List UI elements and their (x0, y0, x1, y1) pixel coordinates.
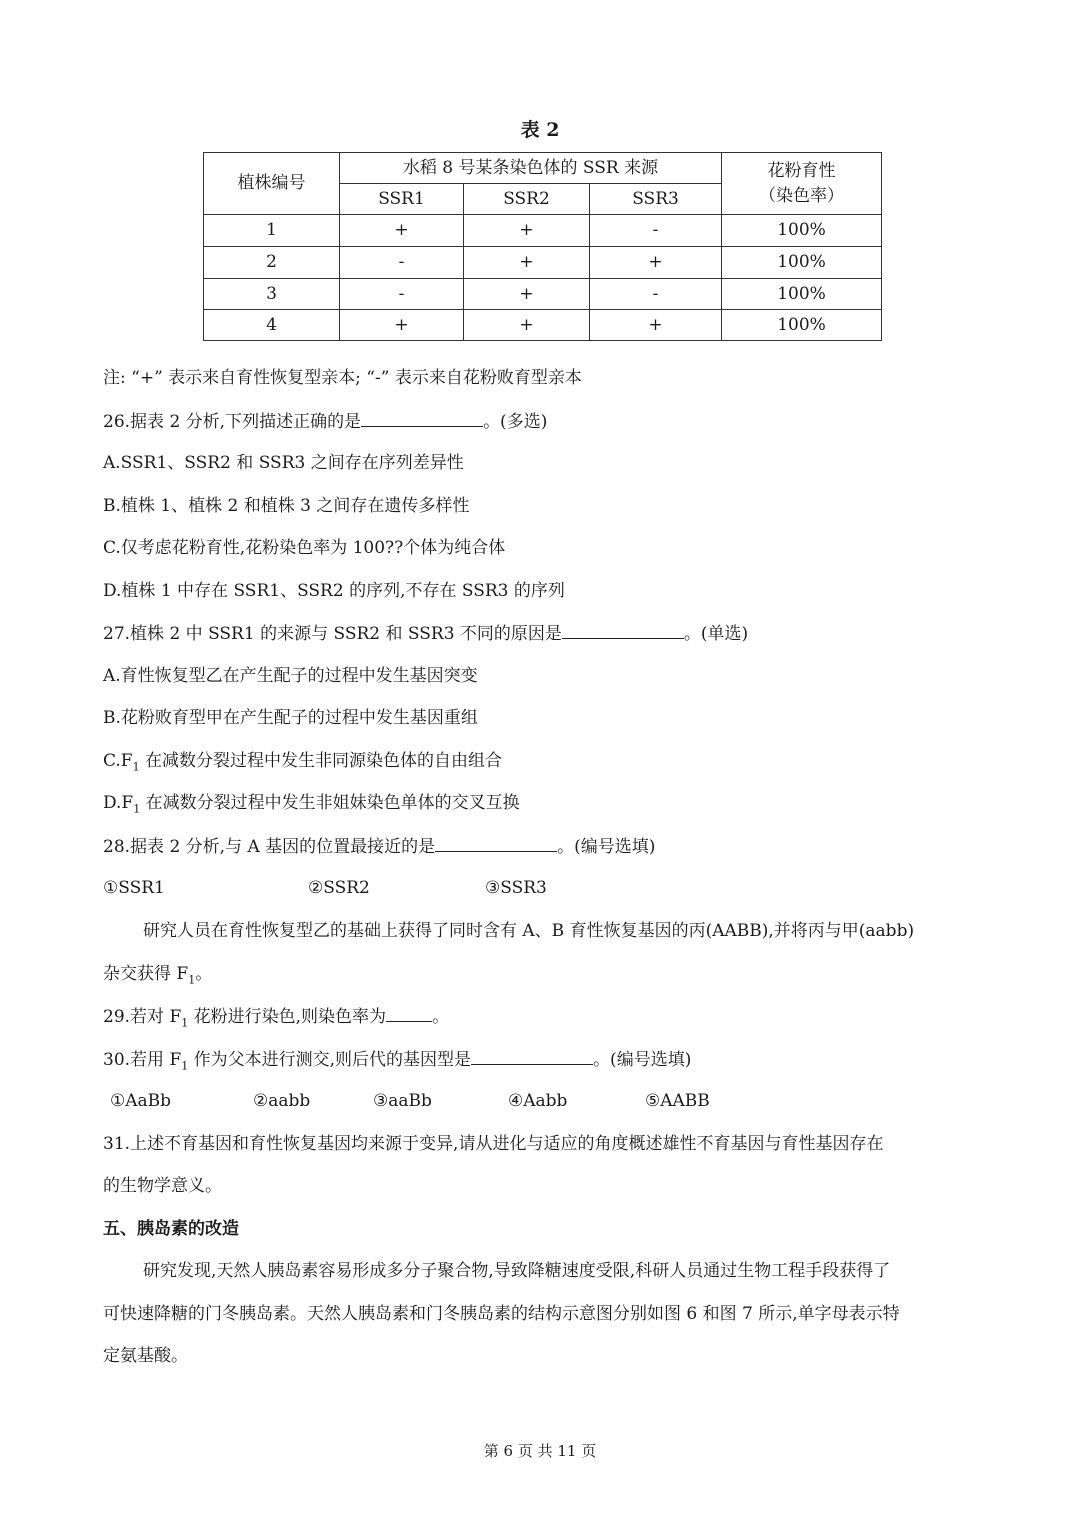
cell-id: 4 (204, 310, 340, 341)
question-29 (103, 1005, 449, 1034)
section-5-title: 五、胰岛素的改造 (103, 1219, 239, 1239)
question-26-stem (103, 410, 547, 433)
page-footer: 第 6 页 共 11 页 (483, 1442, 597, 1460)
para1-line2 (103, 963, 212, 991)
answer-blank-28[interactable] (435, 835, 557, 852)
answer-blank-27[interactable] (562, 622, 684, 639)
q30-choice-1: ①AaBb (110, 1091, 172, 1111)
para1-line1: 研究人员在育性恢复型乙的基础上获得了同时含有 A、B 育性恢复基因的丙(AABB),并将丙与甲(aabb) (143, 921, 915, 941)
q27-d-post: 在减数分裂过程中发生非姐妹染色单体的交叉互换 (140, 793, 520, 813)
q26-option-b: B.植株 1、植株 2 和植株 3 之间存在遗传多样性 (103, 496, 470, 516)
cell-ssr2: + (464, 247, 590, 279)
q31-line1: 31.上述不育基因和育性恢复基因均来源于变异,请从进化与适应的角度概述雄性不育基因与育性基因存在 (103, 1134, 884, 1154)
q27-d-pre: D.F (103, 793, 134, 813)
header-fertility-line2: （染色率） (759, 185, 845, 206)
cell-ssr2: + (464, 310, 590, 341)
answer-blank-26[interactable] (361, 410, 483, 427)
cell-id: 2 (204, 247, 340, 279)
q30-sub: 1 (181, 1059, 189, 1073)
table-caption: 表 2 (520, 119, 560, 141)
q28-stem-suffix: 。(编号选填) (557, 837, 656, 857)
answer-blank-29[interactable] (386, 1005, 432, 1022)
q31-line2: 的生物学意义。 (103, 1176, 222, 1196)
cell-ssr2: + (464, 279, 590, 310)
header-fertility-line1: 花粉育性 (767, 161, 836, 182)
q27-option-b: B.花粉败育型甲在产生配子的过程中发生基因重组 (103, 708, 478, 728)
para1-line2-post: 。 (195, 964, 213, 984)
para1-line2-pre: 杂交获得 F (103, 964, 189, 984)
q28-choice-3: ③SSR3 (485, 878, 547, 898)
q27-stem-text: 27.植株 2 中 SSR1 的来源与 SSR2 和 SSR3 不同的原因是 (103, 624, 562, 644)
cell-id: 3 (204, 279, 340, 310)
q30-choice-3: ③aaBb (373, 1091, 432, 1111)
q27-option-a: A.育性恢复型乙在产生配子的过程中发生基因突变 (103, 666, 478, 686)
q30-pre: 30.若用 F (103, 1050, 182, 1070)
cell-ssr1: + (340, 215, 464, 247)
q29-pre: 29.若对 F (103, 1007, 182, 1027)
header-ssr1: SSR1 (340, 184, 464, 215)
question-28-stem (103, 835, 655, 858)
cell-ssr3: - (590, 215, 722, 247)
q26-stem-text: 26.据表 2 分析,下列描述正确的是 (103, 412, 362, 432)
q29-sub: 1 (181, 1016, 189, 1030)
q26-stem-suffix: 。(多选) (483, 412, 548, 432)
question-27-stem (103, 622, 748, 645)
q27-d-sub: 1 (133, 802, 141, 816)
cell-rate: 100% (722, 310, 882, 341)
q29-mid: 花粉进行染色,则染色率为 (188, 1007, 387, 1027)
cell-id: 1 (204, 215, 340, 247)
section5-line2: 可快速降糖的门冬胰岛素。天然人胰岛素和门冬胰岛素的结构示意图分别如图 6 和图 7 所示,单字母表示特 (103, 1304, 900, 1324)
table-row (204, 247, 882, 279)
q27-c-post: 在减数分裂过程中发生非同源染色体的自由组合 (139, 751, 503, 771)
q27-option-c (103, 750, 502, 778)
q30-post: 。(编号选填) (593, 1050, 692, 1070)
cell-ssr3: + (590, 310, 722, 341)
cell-ssr3: - (590, 279, 722, 310)
cell-ssr1: - (340, 279, 464, 310)
q28-choice-1: ①SSR1 (103, 878, 165, 898)
q30-choice-2: ②aabb (253, 1091, 311, 1111)
header-ssr2: SSR2 (464, 184, 590, 215)
answer-blank-30[interactable] (471, 1048, 593, 1065)
cell-rate: 100% (722, 215, 882, 247)
cell-rate: 100% (722, 247, 882, 279)
para1-line2-sub: 1 (188, 973, 196, 987)
table-row (204, 279, 882, 310)
cell-ssr1: + (340, 310, 464, 341)
q27-option-d (103, 792, 520, 820)
cell-ssr1: - (340, 247, 464, 279)
q28-stem-text: 28.据表 2 分析,与 A 基因的位置最接近的是 (103, 837, 436, 857)
ssr-table (203, 152, 882, 341)
q30-mid: 作为父本进行测交,则后代的基因型是 (188, 1050, 472, 1070)
header-ssr3: SSR3 (590, 184, 722, 215)
section5-line3: 定氨基酸。 (103, 1346, 188, 1366)
q27-c-pre: C.F (103, 751, 133, 771)
q28-choice-2: ②SSR2 (308, 878, 370, 898)
table-row (204, 215, 882, 247)
q26-option-c: C.仅考虑花粉育性,花粉染色率为 100??个体为纯合体 (103, 538, 506, 558)
cell-ssr3: + (590, 247, 722, 279)
header-fertility (722, 153, 882, 215)
section5-line1: 研究发现,天然人胰岛素容易形成多分子聚合物,导致降糖速度受限,科研人员通过生物工程手段获得了 (143, 1261, 891, 1281)
header-ssr-source: 水稻 8 号某条染色体的 SSR 来源 (340, 153, 722, 184)
q30-choice-4: ④Aabb (508, 1091, 568, 1111)
q30-choice-5: ⑤AABB (645, 1091, 710, 1111)
table-note: 注: “+” 表示来自育性恢复型亲本; “-” 表示来自花粉败育型亲本 (103, 368, 582, 388)
question-30 (103, 1048, 691, 1077)
q27-stem-suffix: 。(单选) (683, 624, 749, 644)
cell-rate: 100% (722, 279, 882, 310)
header-plant-id: 植株编号 (204, 153, 340, 215)
cell-ssr2: + (464, 215, 590, 247)
q26-option-d: D.植株 1 中存在 SSR1、SSR2 的序列,不存在 SSR3 的序列 (103, 581, 565, 601)
q26-option-a: A.SSR1、SSR2 和 SSR3 之间存在序列差异性 (103, 453, 464, 473)
q29-post: 。 (432, 1007, 450, 1027)
table-row (204, 310, 882, 341)
q27-c-sub: 1 (132, 760, 140, 774)
